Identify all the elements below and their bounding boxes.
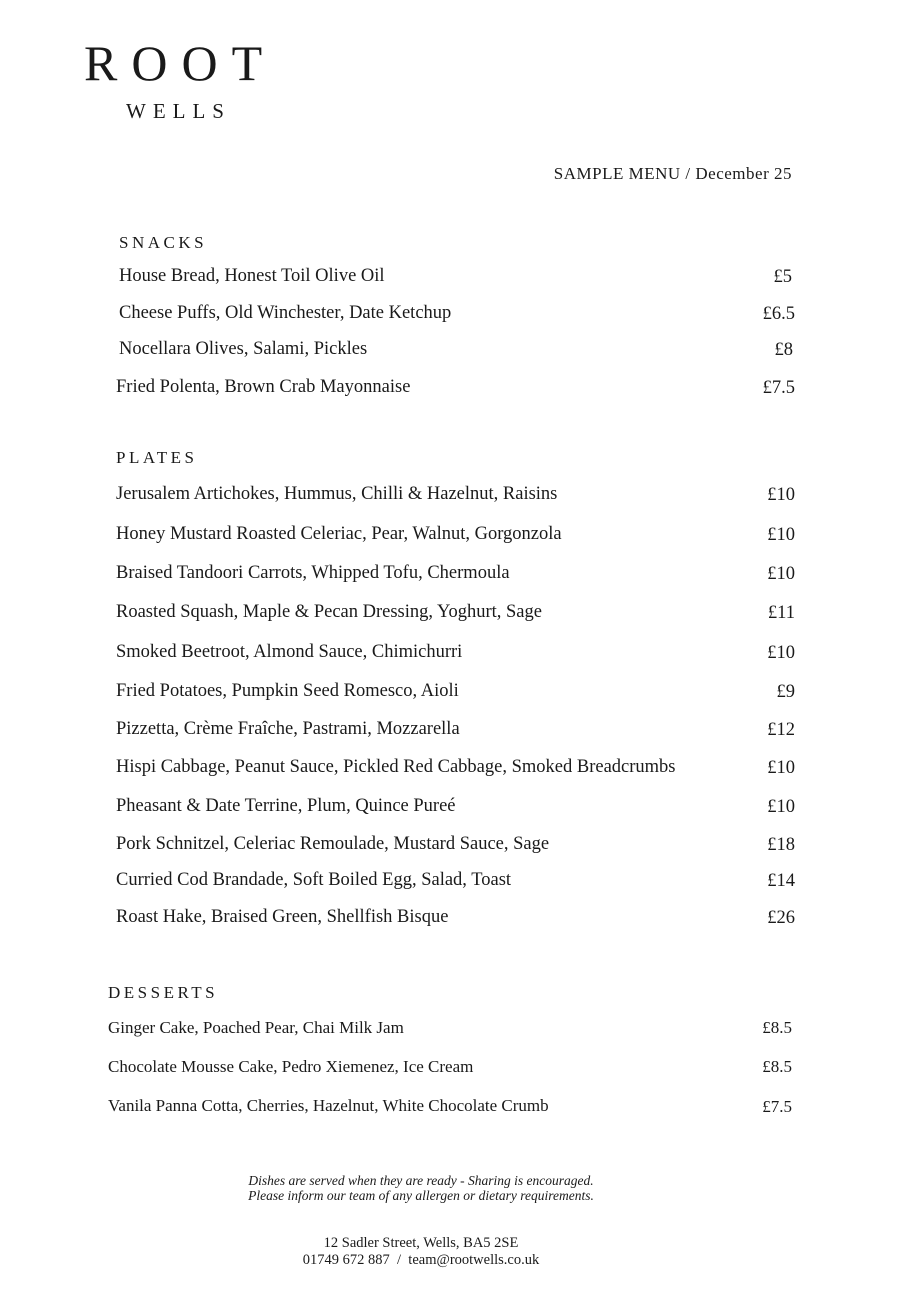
section-title-plates: PLATES [116,448,198,467]
footer-note-allergens: Please inform our team of any allergen or dietary requirements. [248,1188,594,1203]
brand-logo-name: ROOT [84,35,277,91]
menu-item-price: £11 [767,603,795,623]
menu-item-price: £10 [767,564,795,584]
menu-item-price: £12 [767,720,795,740]
menu-item-price: £7.5 [762,1097,792,1116]
menu-item-name: Jerusalem Artichokes, Hummus, Chilli & Hazelnut, Raisins [116,484,558,504]
menu-item-price: £18 [767,835,795,855]
footer-email[interactable]: team@rootwells.co.uk [408,1252,540,1268]
menu-item-name: Braised Tandoori Carrots, Whipped Tofu, Chermoula [116,563,510,583]
menu-item-name: Nocellara Olives, Salami, Pickles [119,339,368,359]
menu-item-name: Fried Potatoes, Pumpkin Seed Romesco, Aioli [116,681,459,701]
menu-item-price: £8.5 [762,1057,792,1076]
menu-item-name: Hispi Cabbage, Peanut Sauce, Pickled Red Cabbage, Smoked Breadcrumbs [116,757,676,777]
menu-item-price: £10 [767,643,795,663]
menu-item-name: Vanila Panna Cotta, Cherries, Hazelnut, White Chocolate Crumb [108,1096,549,1115]
menu-item-name: Pizzetta, Crème Fraîche, Pastrami, Mozzarella [116,719,460,739]
footer-note-sharing: Dishes are served when they are ready - Sharing is encouraged. [248,1173,594,1188]
menu-item-price: £10 [767,485,795,505]
menu-item-price: £7.5 [762,378,795,398]
footer-phone: 01749 672 887 [302,1252,390,1268]
section-title-snacks: SNACKS [119,233,208,252]
menu-item-name: Pork Schnitzel, Celeriac Remoulade, Mustard Sauce, Sage [116,834,550,854]
menu-item-price: £26 [767,908,795,928]
brand-location: WELLS [126,99,231,123]
menu-item-price: £5 [773,267,792,287]
menu-item-name: Ginger Cake, Poached Pear, Chai Milk Jam [108,1018,404,1037]
menu-item-price: £8.5 [762,1018,792,1037]
menu-item-name: House Bread, Honest Toil Olive Oil [119,266,385,286]
menu-item-price: £10 [767,797,795,817]
menu-item-name: Roasted Squash, Maple & Pecan Dressing, Yoghurt, Sage [116,602,542,622]
footer-separator: / [397,1252,402,1268]
menu-date-header: SAMPLE MENU / December 25 [553,164,792,183]
section-title-desserts: DESSERTS [108,983,219,1002]
menu-item-name: Roast Hake, Braised Green, Shellfish Bisque [116,907,449,927]
menu-item-price: £14 [767,871,795,891]
menu-item-price: £6.5 [762,304,795,324]
menu-item-name: Curried Cod Brandade, Soft Boiled Egg, Salad, Toast [116,870,512,890]
menu-item-price: £10 [767,758,795,778]
footer-contact-line [0,1253,842,1268]
menu-item-name: Fried Polenta, Brown Crab Mayonnaise [116,377,411,397]
menu-item-price: £9 [776,682,795,702]
menu-item-name: Smoked Beetroot, Almond Sauce, Chimichurri [116,642,463,662]
menu-item-name: Pheasant & Date Terrine, Plum, Quince Pureé [116,796,456,816]
menu-item-price: £8 [774,340,793,360]
menu-item-name: Cheese Puffs, Old Winchester, Date Ketchup [119,303,452,323]
menu-item-name: Chocolate Mousse Cake, Pedro Xiemenez, Ice Cream [108,1057,474,1076]
menu-item-name: Honey Mustard Roasted Celeriac, Pear, Walnut, Gorgonzola [116,524,562,544]
footer-address: 12 Sadler Street, Wells, BA5 2SE [323,1235,519,1251]
menu-item-price: £10 [767,525,795,545]
